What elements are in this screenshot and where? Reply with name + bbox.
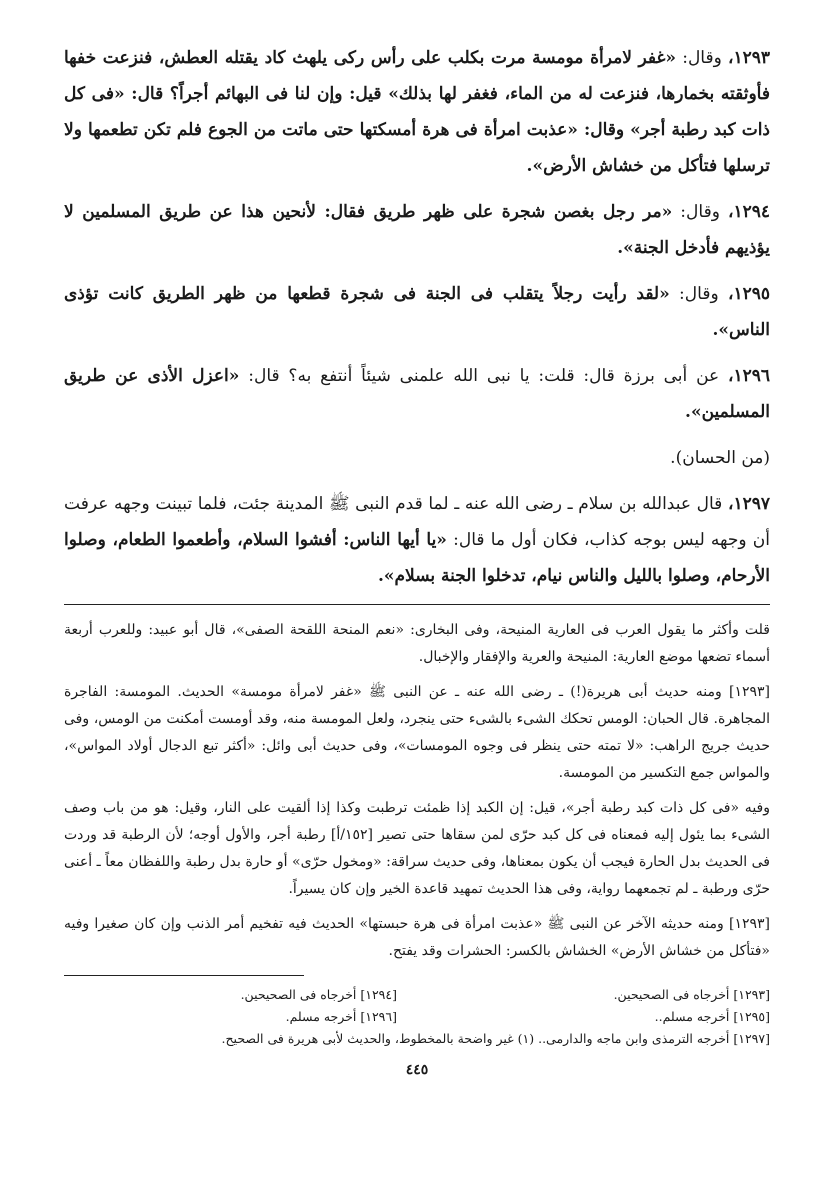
- commentary-paragraph: [١٢٩٣] ومنه حديثه الآخر عن النبى ﷺ «عذبت امرأة فى هرة حبستها» الحديث فيه تفخيم أمر الذنب وإن كان صغيرا وفيه «فتأكل من خشاش الأرض» الخشاش بالكسر: الحشرات وقد يفتح.: [64, 916, 770, 959]
- page-number: ٤٤٥: [405, 1062, 429, 1078]
- hadith-number: ١٢٩٧: [733, 494, 771, 514]
- hadith-1297: ١٢٩٧، قال عبدالله بن سلام ـ رضى الله عنه ـ لما قدم النبى ﷺ المدينة جئت، فلما تبينت وجهه عرفت أن وجهه ليس بوجه كذاب، فكان أول ما قال: «يا أيها الناس: أفشوا السلام، وأطعموا الطعام، وصلوا الأرحام، وصلوا بالليل والناس نيام، تدخلوا الجنة بسلام».: [64, 494, 771, 586]
- hadith-text: «غفر لامرأة مومسة مرت بكلب على رأس ركى يلهث كاد يقتله العطش، فنزعت خفها فأوثقته بخمارها، فنزعت له من الماء، فغفر لها بذلك» قيل: وإن لنا فى البهائم أجراً؟ قال: «فى كل ذات كبد رطبة أجر» وقال: «عذبت امرأة فى هرة أمسكتها حتى ماتت من الجوع فلم تكن تطعمها ولا ترسلها فتأكل من خشاش الأرض».: [64, 48, 770, 176]
- commentary-paragraph: [١٢٩٣] ومنه حديث أبى هريرة(!) ـ رضى الله عنه ـ عن النبى ﷺ «غفر لامرأة مومسة» الحديث. المومسة: الفاجرة المجاهرة. قال الحبان: الومس تحكك الشىء بالشىء حتى ينجرد، ولعل المومسة منه، وقد أومست أمكنت من الومس، وفى حديث جريج الراهب: «لا تمته حتى ينظر فى وجوه المومسات»، وفى حديث أبى وائل: «أكثر تبع الدجال أولاد المواس»، والمواس جمع التكسير من المومسة.: [64, 684, 770, 781]
- hadith-number: ١٢٩٤: [733, 202, 770, 222]
- hadith-lead: وقال:: [672, 202, 720, 222]
- footnote-1297: [١٢٩٧] أخرجه الترمذى وابن ماجه والدارمى.. (١) غير واضحة بالمخطوط، والحديث لأبى هريرة فى الصحيح.: [221, 1031, 770, 1046]
- hadith-lead: قال عبدالله بن سلام ـ رضى الله عنه ـ لما قدم النبى ﷺ المدينة جئت، فلما تبينت وجهه عرفت أن وجهه ليس بوجه كذاب، فكان أول ما قال:: [64, 494, 770, 550]
- footnote-1294: [١٢٩٤] أخرجاه فى الصحيحين.: [240, 987, 397, 1002]
- hadith-number: ١٢٩٥: [733, 284, 771, 304]
- hadith-1293: ١٢٩٣، وقال: «غفر لامرأة مومسة مرت بكلب على رأس ركى يلهث كاد يقتله العطش، فنزعت خفها فأوثقته بخمارها، فنزعت له من الماء، فغفر لها بذلك» قيل: وإن لنا فى البهائم أجراً؟ قال: «فى كل ذات كبد رطبة أجر» وقال: «عذبت امرأة فى هرة أمسكتها حتى ماتت من الجوع فلم تكن تطعمها ولا ترسلها فتأكل من خشاش الأرض».: [64, 48, 770, 176]
- hadith-text: «لقد رأيت رجلاً يتقلب فى الجنة فى شجرة قطعها من ظهر الطريق كانت تؤذى الناس».: [64, 284, 770, 340]
- hadith-lead: وقال:: [676, 48, 722, 68]
- hadith-text: «يا أيها الناس: أفشوا السلام، وأطعموا الطعام، وصلوا الأرحام، وصلوا بالليل والناس نيام، تدخلوا الجنة بسلام».: [64, 530, 770, 586]
- footnotes: [64, 986, 770, 1048]
- hadith-number: ١٢٩٦: [733, 366, 771, 386]
- commentary-section: [64, 617, 770, 965]
- hadith-section: [64, 40, 770, 594]
- hadith-lead: وقال:: [669, 284, 719, 304]
- section-grade: (من الحسان).: [670, 448, 770, 468]
- commentary-paragraph: قلت وأكثر ما يقول العرب فى العارية المنيحة، وفى البخارى: «نعم المنحة اللقحة الصفى»، قال أبو عبيد: وللعرب أربعة أسماء تضعها موضع العارية: المنيحة والعرية والإفقار والإخبال.: [64, 622, 770, 665]
- footnote-1293: [١٢٩٣] أخرجاه فى الصحيحين.: [613, 987, 770, 1002]
- hadith-1296: ١٢٩٦، عن أبى برزة قال: قلت: يا نبى الله علمنى شيئاً أنتفع به؟ قال: «اعزل الأذى عن طريق المسلمين».: [64, 366, 771, 422]
- hadith-number: ١٢٩٣: [733, 48, 770, 68]
- commentary-paragraph: وفيه «فى كل ذات كبد رطبة أجر»، قيل: إن الكبد إذا ظمئت ترطبت وكذا إذا ألقيت على النار، وقيل: هو من باب وصف الشىء بما يئول إليه فمعناه فى كل كبد حرّى لمن سقاها حتى تصير [١٥٢/أ] رطبة أجر، والأول أوجه؛ لأن الرطبة قد وردت فى الحديث بدل الحارة فيجب أن يكون بمعناها، وفى حديث سراقة: «ومخول حرّى» أو حارة بدل رطبة واللفظان معاً ـ أعنى حرّى ورطبة ـ لم تجمعهما رواية، وفى هذا الحديث تمهيد قاعدة الخير وإن كان يسيراً.: [64, 800, 770, 897]
- footnote-1296: [١٢٩٦] أخرجه مسلم.: [285, 1009, 397, 1024]
- section-divider: [64, 604, 770, 605]
- hadith-1295: ١٢٩٥، وقال: «لقد رأيت رجلاً يتقلب فى الجنة فى شجرة قطعها من ظهر الطريق كانت تؤذى الناس».: [64, 284, 771, 340]
- hadith-text: «اعزل الأذى عن طريق المسلمين».: [64, 366, 770, 422]
- footnote-divider: [64, 975, 304, 976]
- footnote-1295: [١٢٩٥] أخرجه مسلم..: [654, 1009, 770, 1024]
- hadith-text: «مر رجل بغصن شجرة على ظهر طريق فقال: لأنحين هذا عن طريق المسلمين لا يؤذيهم فأدخل الجنة».: [64, 202, 770, 258]
- hadith-1294: ١٢٩٤، وقال: «مر رجل بغصن شجرة على ظهر طريق فقال: لأنحين هذا عن طريق المسلمين لا يؤذيهم فأدخل الجنة».: [64, 202, 770, 258]
- page: [64, 40, 770, 1078]
- hadith-lead: عن أبى برزة قال: قلت: يا نبى الله علمنى شيئاً أنتفع به؟ قال:: [239, 366, 720, 386]
